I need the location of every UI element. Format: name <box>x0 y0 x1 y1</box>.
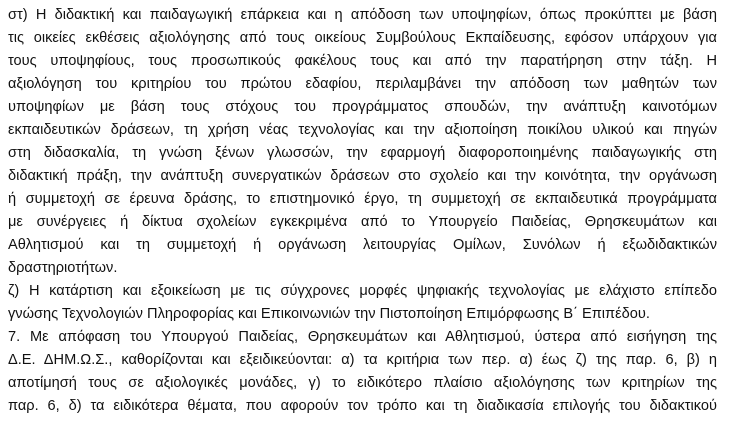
text-line: Δ.Ε. ΔΗΜ.Ω.Σ., καθορίζονται και εξειδικεύονται: α) τα κριτήρια των περ. α) έως ζ) της παρ. 6, β) η <box>8 352 717 368</box>
text-line: διδακτική πράξη, την ανάπτυξη συνεργατικών δράσεων στο σχολείο και την κοινότητα, την οργάνωση <box>8 168 717 184</box>
text-line: γνώσης Τεχνολογιών Πληροφορίας και Επικοινωνιών την Πιστοποίηση Επιμόρφωσης Β΄ Επιπέδου. <box>8 306 650 322</box>
text-line: στ) Η διδακτική και παιδαγωγική επάρκεια και η απόδοση των υποψηφίων, όπως προκύπτει με βάση <box>8 7 717 23</box>
text-line: τις οικείες εκθέσεις αξιολόγησης από τους οικείους Συμβούλους Εκπαίδευσης, εφόσον υπάρχουν για <box>8 30 717 46</box>
text-line: υποψηφίων με βάση τους στόχους του προγράμματος σπουδών, την ανάπτυξη καινοτόμων <box>8 99 717 115</box>
text-line: αξιολόγηση του κριτηρίου του πρώτου εδαφίου, περιλαμβάνει την απόδοση των μαθητών των <box>8 76 717 92</box>
text-line: παρ. 6, δ) τα ειδικότερα θέματα, που αφορούν τον τρόπο και τη διαδικασία επιλογής του διδακτικού <box>8 398 717 414</box>
text-line: τους υποψηφίους, τους προσωπικούς φακέλους τους και από την παρατήρηση στην τάξη. Η <box>8 53 717 69</box>
text-line: αποτίμησή τους σε αξιολογικές μονάδες, γ) το ειδικότερο πλαίσιο αξιολόγησης των κριτηρίων της <box>8 375 717 391</box>
text-line: ζ) Η κατάρτιση και εξοικείωση με τις σύγχρονες μορφές ψηφιακής τεχνολογίας με ελάχιστο επίπεδο <box>8 283 717 299</box>
text-line: ή συμμετοχή σε έρευνα δράσης, το επιστημονικό έργο, τη συμμετοχή σε εκπαιδευτικά προγράμματα <box>8 191 717 207</box>
text-line: 7. Με απόφαση του Υπουργού Παιδείας, Θρησκευμάτων και Αθλητισμού, ύστερα από εισήγηση της <box>8 329 717 345</box>
text-line: εκπαιδευτικών δράσεων, τη χρήση νέας τεχνολογίας και την αξιοποίηση ποικίλου υλικού και πηγών <box>8 122 717 138</box>
text-line: στη διδασκαλία, τη γνώση ξένων γλωσσών, την εφαρμογή διαφοροποιημένης παιδαγωγικής στη <box>8 145 717 161</box>
text-line: με συνέργειες ή δίκτυα σχολείων εγκεκριμένα από το Υπουργείο Παιδείας, Θρησκευμάτων και <box>8 214 717 230</box>
text-line: Αθλητισμού και τη συμμετοχή ή οργάνωση λειτουργίας Ομίλων, Συνόλων ή εξωδιδακτικών <box>8 237 717 253</box>
text-line: δραστηριοτήτων. <box>8 260 118 276</box>
